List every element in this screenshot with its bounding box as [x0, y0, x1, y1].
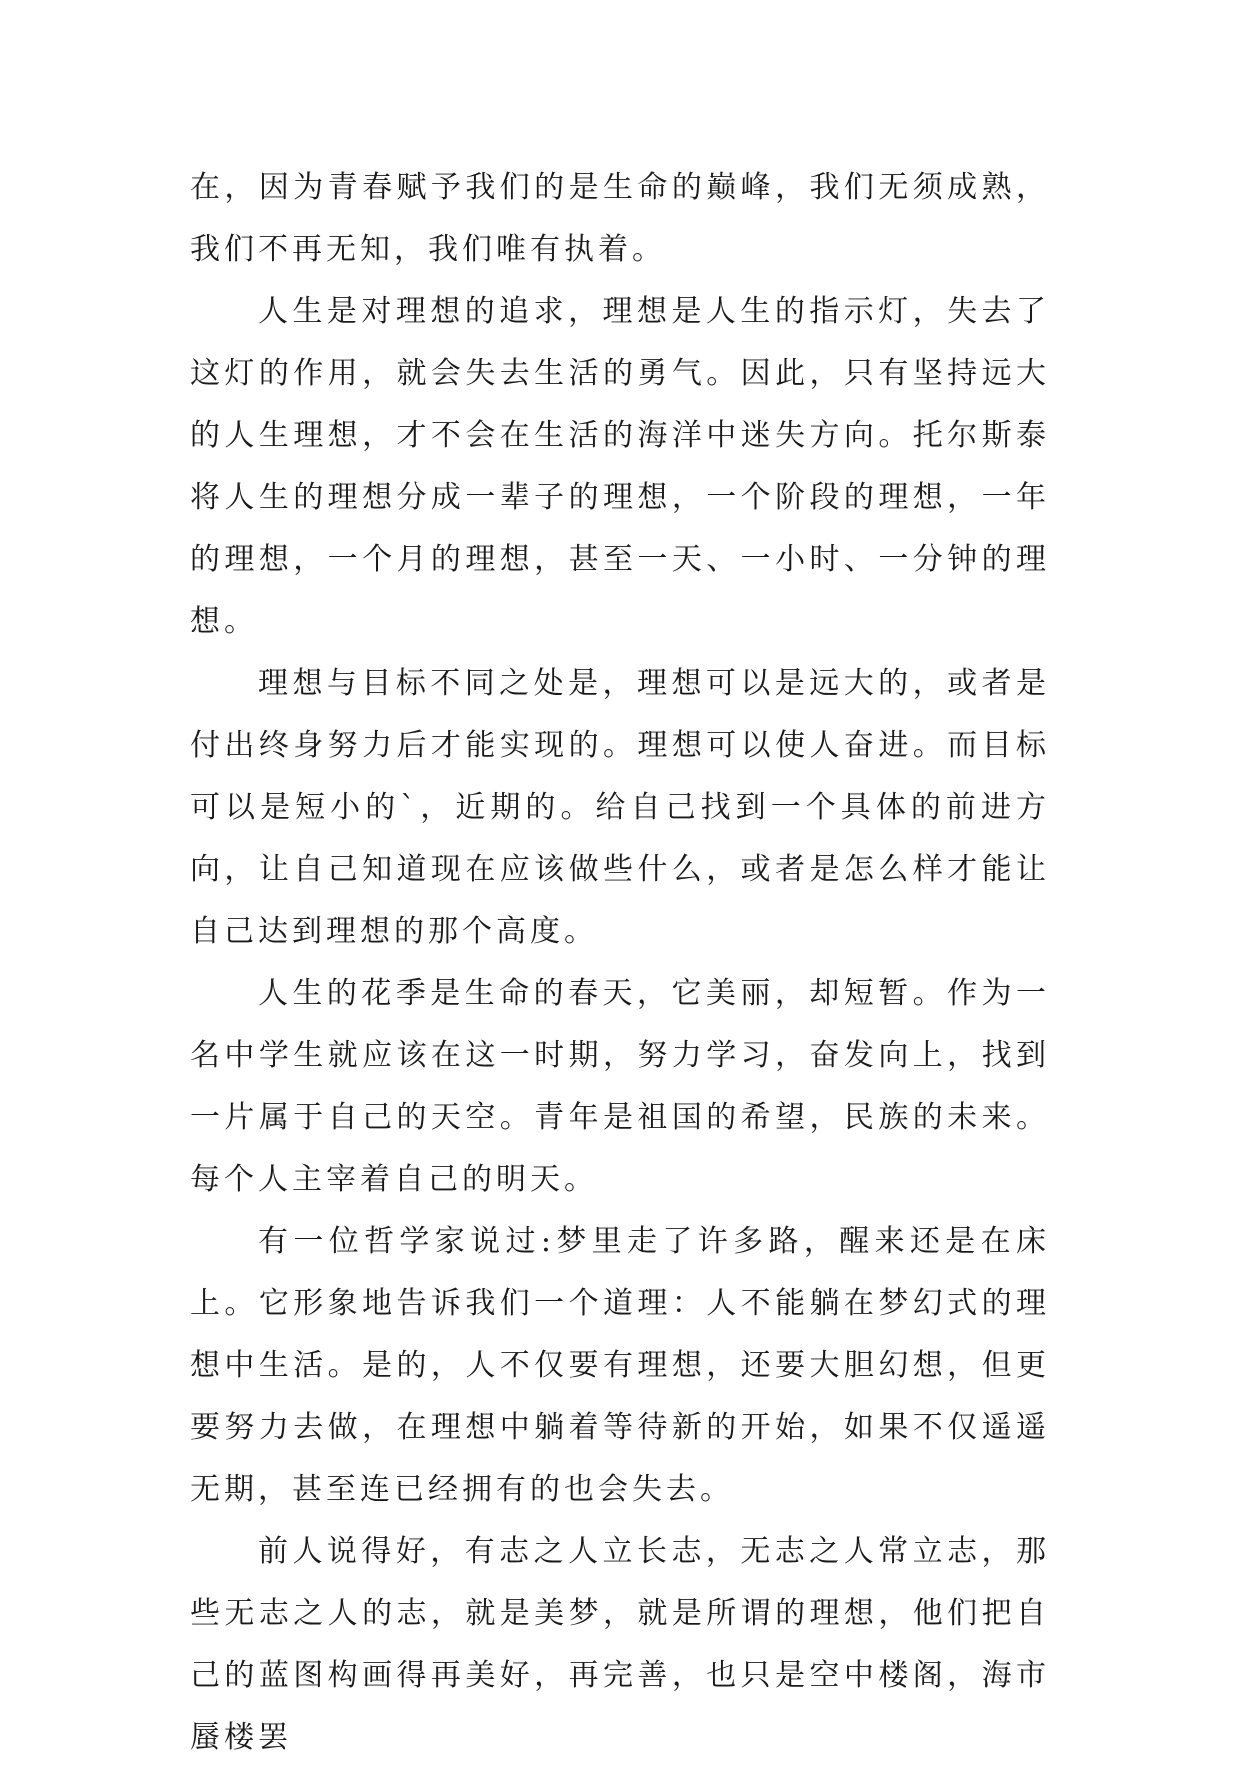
paragraph-4: 人生的花季是生命的春天，它美丽，却短暂。作为一名中学生就应该在这一时期，努力学习，奋发向上，找到一片属于自己的天空。青年是祖国的希望，民族的未来。每个人主宰着自己的明天。: [190, 976, 1050, 1197]
document-body: [190, 157, 1050, 1769]
paragraph-3: 理想与目标不同之处是，理想可以是远大的，或者是付出终身努力后才能实现的。理想可以使人奋进。而目标可以是短小的`，近期的。给自己找到一个具体的前进方向，让自己知道现在应该做些什么，或者是怎么样才能让自己达到理想的那个高度。: [190, 666, 1050, 949]
paragraph-5: 有一位哲学家说过:梦里走了许多路，醒来还是在床上。它形象地告诉我们一个道理：人不能躺在梦幻式的理想中生活。是的，人不仅要有理想，还要大胆幻想，但更要努力去做，在理想中躺着等待新的开始，如果不仅遥遥无期，甚至连已经拥有的也会失去。: [190, 1224, 1050, 1507]
paragraph-2: 人生是对理想的追求，理想是人生的指示灯，失去了这灯的作用，就会失去生活的勇气。因此，只有坚持远大的人生理想，才不会在生活的海洋中迷失方向。托尔斯泰将人生的理想分成一辈子的理想，一个阶段的理想，一年的理想，一个月的理想，甚至一天、一小时、一分钟的理想。: [190, 294, 1050, 639]
paragraph-1: 在，因为青春赋予我们的是生命的巅峰，我们无须成熟，我们不再无知，我们唯有执着。: [190, 170, 1050, 267]
paragraph-6: 前人说得好，有志之人立长志，无志之人常立志，那些无志之人的志，就是美梦，就是所谓的理想，他们把自己的蓝图构画得再美好，再完善，也只是空中楼阁，海市蜃楼罢: [190, 1534, 1050, 1755]
